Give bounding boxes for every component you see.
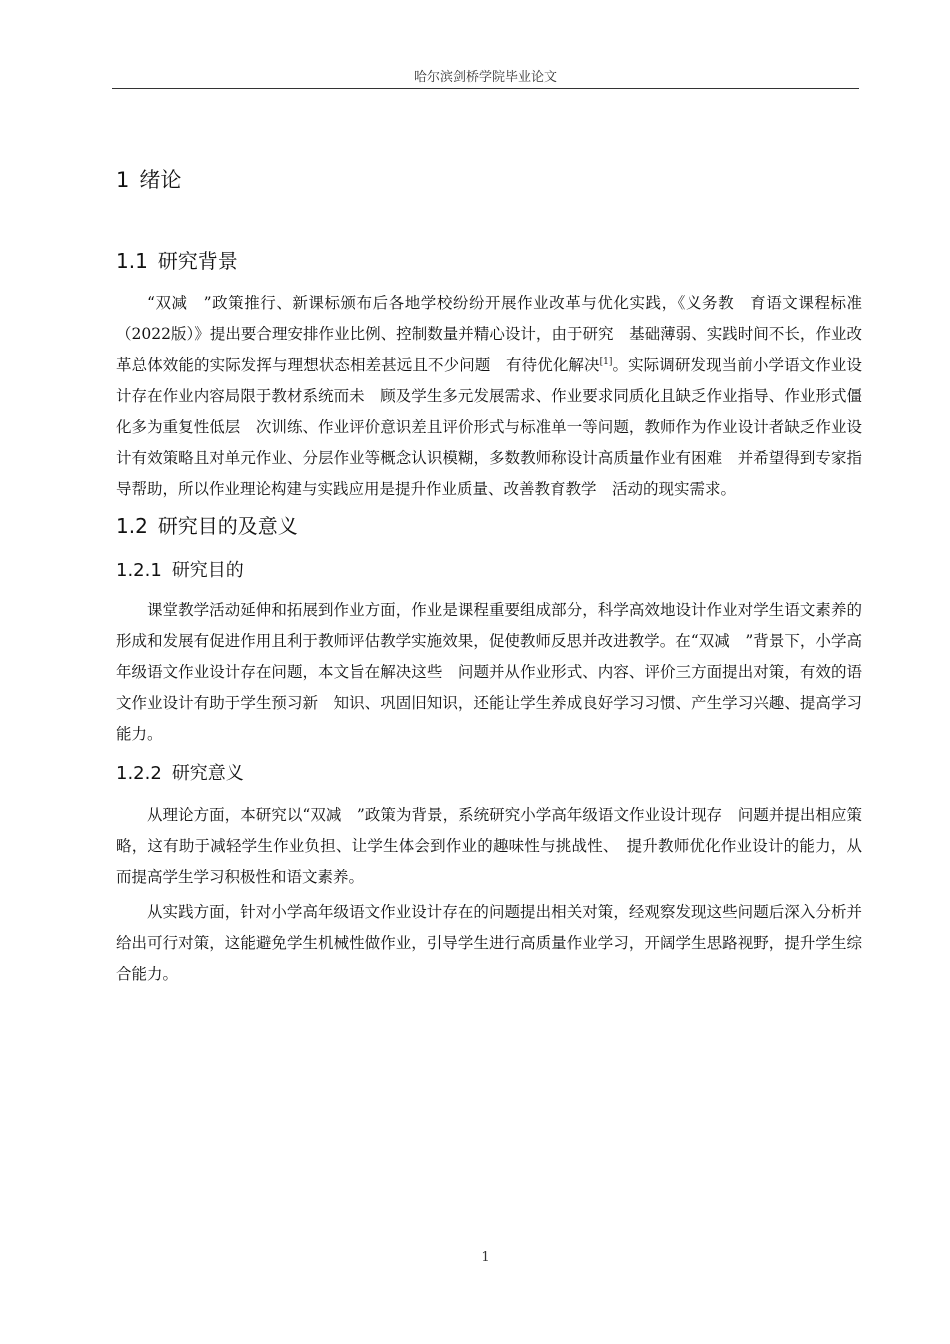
paragraph-text: 。实际调研发现当前小学语文作业设计存在作业内容局限于教材系统而未 顾及学生多元发展需求、作业要求同质化且缺乏作业指导、作业形式僵化多为重复性低层 次训练、作业评价意识差且评价形式与标准单一等问题，教师作为作业设计者缺乏作业设 计有效策略且对单元作业、分层作业等概念认识模糊，多数教师称设计高质量作业有困难 并希望得到专家指导帮助，所以作业理论构建与实践应用是提升作业质量、改善教育教学 活动的现实需求。 bbox=[116, 356, 878, 498]
section-number: 1.1 bbox=[116, 249, 148, 273]
section-title: 研究背景 bbox=[157, 249, 238, 273]
chapter-heading bbox=[116, 160, 862, 200]
page-header: 哈尔滨剑桥学院毕业论文 bbox=[413, 70, 557, 85]
chapter-number: 1 bbox=[116, 168, 130, 192]
chapter-title: 绪论 bbox=[139, 168, 182, 192]
section-number: 1.2 bbox=[116, 514, 148, 538]
subsection-number: 1.2.1 bbox=[116, 560, 162, 581]
subsection-title: 研究目的 bbox=[171, 560, 244, 581]
citation-ref: [1] bbox=[599, 356, 613, 367]
paragraph-theory: 从理论方面，本研究以“双减 ”政策为背景，系统研究小学高年级语文作业设计现存 问题并提出相应策略，这有助于减轻学生作业负担、让学生体会到作业的趣味性与挑战性、 提升教师优化作业设计的能力，从而提高学生学习积极性和语文素养。 bbox=[116, 806, 862, 886]
paragraph-purpose: 课堂教学活动延伸和拓展到作业方面，作业是课程重要组成部分，科学高效地设计作业对学生语文素养的形成和发展有促进作用且利于教师评估教学实施效果，促使教师反思并改进教学。在“双减 ”背景下，小学高年级语文作业设计存在问题，本文旨在解决这些 问题并从作业形式、内容、评价三方面提出对策，有效的语文作业设计有助于学生预习新 知识、巩固旧知识，还能让学生养成良好学习习惯、产生学习兴趣、提高学习能力。 bbox=[116, 601, 862, 743]
page-content bbox=[116, 160, 878, 990]
subsection-title: 研究意义 bbox=[171, 763, 244, 784]
header-divider bbox=[112, 88, 859, 89]
section-heading-1-1 bbox=[116, 242, 862, 280]
page-number: 1 bbox=[481, 1250, 490, 1265]
spacer bbox=[116, 200, 862, 242]
subsection-number: 1.2.2 bbox=[116, 763, 162, 784]
subsection-heading-1-2-2 bbox=[116, 756, 862, 792]
paragraph-text: “双减 ”政策推行、新课标颁布后各地学校纷纷开展作业改革与优化实践，《义务教 育语文课程标准（2022版）》提出要合理安排作业比例、控制数量并精心设计，由于研究 基础薄弱、实践时间不长，作业改革总体效能的实际发挥与理想状态相差甚远且不少问题 有待优化解决 bbox=[116, 294, 862, 374]
section-title: 研究目的及意义 bbox=[157, 514, 298, 538]
subsection-heading-1-2-1 bbox=[116, 553, 862, 589]
paragraph-background bbox=[116, 288, 878, 505]
paragraph-practice: 从实践方面，针对小学高年级语文作业设计存在的问题提出相关对策，经观察发现这些问题后深入分析并给出可行对策，这能避免学生机械性做作业，引导学生进行高质量作业学习，开阔学生思路视野，提升学生综合能力。 bbox=[116, 903, 862, 983]
section-heading-1-2 bbox=[116, 507, 862, 545]
